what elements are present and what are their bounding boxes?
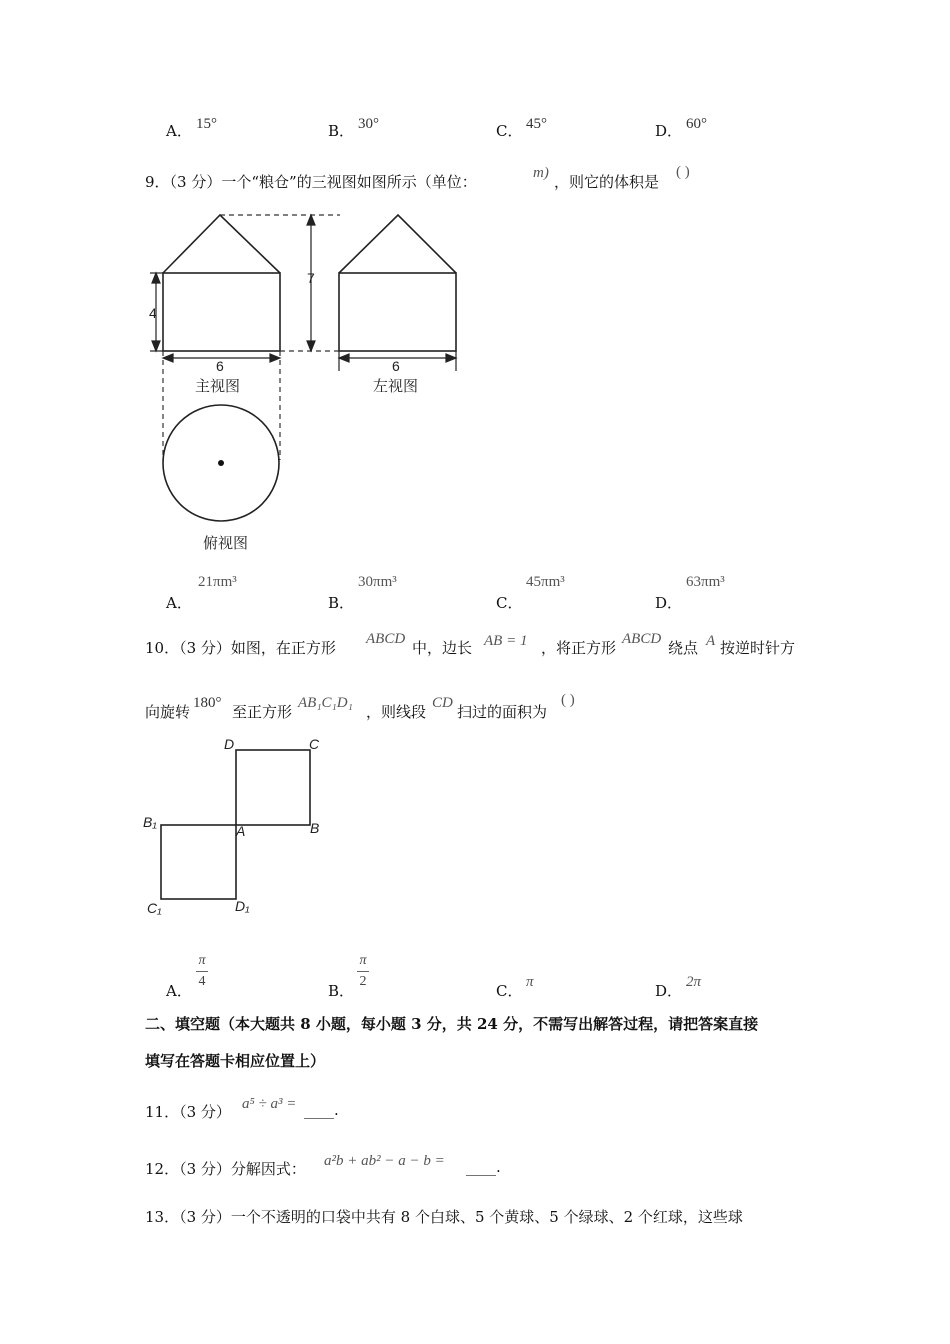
label-c1: C₁ bbox=[147, 900, 162, 916]
dim-height-total-label: 7 bbox=[307, 270, 315, 286]
q10-line2-d: 扫过的面积为 bbox=[457, 703, 548, 721]
q9-option-c-letter: C． bbox=[496, 594, 523, 612]
dim-height-body-label: 4 bbox=[149, 305, 157, 321]
q8-option-b-value: 30° bbox=[358, 116, 379, 132]
q10-option-c-letter: C． bbox=[496, 982, 523, 1000]
q10-option-d-letter: D． bbox=[655, 982, 683, 1000]
dim-width-front-label: 6 bbox=[216, 358, 224, 374]
q12-blank: ____. bbox=[466, 1158, 501, 1176]
q9-option-a-value: 21πm³ bbox=[198, 574, 237, 590]
front-view-label: 主视图 bbox=[195, 378, 241, 395]
q10-answer-paren: ( ) bbox=[561, 692, 575, 708]
label-a: A bbox=[236, 823, 246, 839]
dim-width-side-label: 6 bbox=[392, 358, 400, 374]
q10-option-b-den: 2 bbox=[359, 974, 367, 989]
q11-blank: ____. bbox=[304, 1101, 339, 1119]
q10-option-a-num: π bbox=[198, 953, 206, 968]
q10-line2-a: 向旋转 bbox=[145, 703, 191, 721]
q9-option-c-value: 45πm³ bbox=[526, 574, 565, 590]
q8-option-a-letter: A． bbox=[166, 122, 192, 140]
q10-point: A bbox=[706, 633, 716, 649]
q10-option-c-value: π bbox=[526, 974, 534, 990]
q13-text: 13．（3 分）一个不透明的口袋中共有 8 个白球、5 个黄球、5 个绿球、2 个红球，这些球 bbox=[145, 1208, 743, 1226]
q8-option-c-value: 45° bbox=[526, 116, 547, 132]
q9-three-view-figure bbox=[140, 205, 480, 560]
square-abcd bbox=[236, 750, 310, 825]
label-d1: D₁ bbox=[235, 898, 250, 914]
q10-option-d-value: 2π bbox=[686, 974, 702, 990]
q10-line2-c: ，则线段 bbox=[366, 703, 427, 721]
section-2-line2: 填写在答题卡相应位置上） bbox=[145, 1052, 326, 1070]
section-2-line1: 二、填空题（本大题共 8 小题，每小题 3 分，共 24 分，不需写出解答过程，请把答案直接 bbox=[145, 1015, 759, 1033]
q8-option-a-value: 15° bbox=[196, 116, 217, 132]
label-b1: B₁ bbox=[143, 814, 157, 830]
side-view bbox=[339, 215, 456, 351]
q12-prefix: 12．（3 分）分解因式： bbox=[145, 1160, 306, 1178]
label-c: C bbox=[309, 736, 320, 752]
top-view-label: 俯视图 bbox=[203, 535, 249, 552]
q10-option-a-fraction bbox=[196, 953, 208, 990]
q8-option-b-letter: B． bbox=[328, 122, 355, 140]
q10-square-3: AB₁C₁D₁ bbox=[298, 695, 353, 711]
q10-option-a-den: 4 bbox=[198, 974, 206, 989]
label-b: B bbox=[310, 820, 320, 836]
q8-option-d-value: 60° bbox=[686, 116, 707, 132]
q10-line1-d: 绕点 bbox=[668, 639, 699, 657]
q10-square-2: ABCD bbox=[622, 631, 662, 647]
square-ab1c1d1 bbox=[161, 825, 236, 899]
q10-option-b-fraction bbox=[357, 953, 369, 990]
q9-option-b-value: 30πm³ bbox=[358, 574, 397, 590]
top-view-center-dot bbox=[218, 460, 224, 466]
q11-expression: a⁵ ÷ a³ = bbox=[242, 1096, 297, 1112]
q8-option-c-letter: C． bbox=[496, 122, 523, 140]
front-view bbox=[163, 215, 280, 351]
q9-suffix: ，则它的体积是 bbox=[554, 173, 660, 191]
q8-option-d-letter: D． bbox=[655, 122, 683, 140]
alignment-dashes bbox=[163, 215, 340, 460]
q11-prefix: 11．（3 分） bbox=[145, 1103, 231, 1121]
label-d: D bbox=[224, 736, 235, 752]
q10-line1-a: 10．（3 分）如图，在正方形 bbox=[145, 639, 336, 657]
q9-prefix: 9．（3 分）一个“粮仓”的三视图如图所示（单位： bbox=[145, 173, 477, 191]
q9-option-a-letter: A． bbox=[166, 594, 192, 612]
q9-option-d-value: 63πm³ bbox=[686, 574, 725, 590]
q10-segment: CD bbox=[432, 695, 453, 711]
q9-option-b-letter: B． bbox=[328, 594, 355, 612]
q10-option-b-num: π bbox=[359, 953, 367, 968]
q9-answer-paren: ( ) bbox=[676, 164, 690, 180]
q9-unit: m) bbox=[533, 165, 549, 181]
q10-option-a-letter: A． bbox=[166, 982, 192, 1000]
q10-ab: AB = 1 bbox=[484, 633, 528, 649]
q10-square-1: ABCD bbox=[366, 631, 406, 647]
q9-option-d-letter: D． bbox=[655, 594, 683, 612]
q10-line1-e: 按逆时针方 bbox=[720, 639, 796, 657]
q10-angle: 180° bbox=[193, 695, 222, 711]
q10-option-b-letter: B． bbox=[328, 982, 355, 1000]
q10-line2-b: 至正方形 bbox=[232, 703, 293, 721]
q10-squares-figure bbox=[140, 732, 340, 922]
q10-line1-c: ，将正方形 bbox=[541, 639, 617, 657]
q12-expression: a²b + ab² − a − b = bbox=[324, 1153, 445, 1169]
q10-line1-b: 中，边长 bbox=[412, 639, 473, 657]
side-view-label: 左视图 bbox=[373, 378, 419, 395]
